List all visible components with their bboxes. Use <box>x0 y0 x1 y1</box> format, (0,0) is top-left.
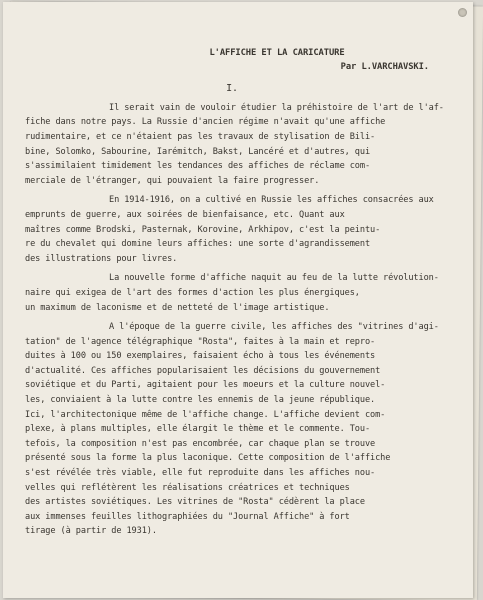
paragraph-2 <box>25 193 469 266</box>
text-line: tation" de l'agence télégraphique "Rosta", faites à la main et repro- <box>25 336 376 347</box>
page-text <box>25 46 469 544</box>
text-line: Ici, l'architectonique même de l'affiche change. L'affiche devient com- <box>25 409 386 420</box>
text-line: tirage (à partir de 1931). <box>25 526 157 537</box>
paragraph-3 <box>25 271 469 315</box>
paragraph-1 <box>25 101 469 189</box>
text-line: rudimentaire, et ce n'étaient pas les travaux de stylisation de Bili- <box>25 131 376 142</box>
text-line: emprunts de guerre, aux soirées de bienfaisance, etc. Quant aux <box>25 209 345 220</box>
author-byline: Par L.VARCHAVSKI. <box>340 61 429 72</box>
text-line: duites à 100 ou 150 exemplaires, faisaient écho à tous les événements <box>25 351 376 362</box>
text-line: fiche dans notre pays. La Russie d'ancien régime n'avait qu'une affiche <box>25 117 386 128</box>
punch-hole <box>458 8 467 17</box>
text-line: un maximum de laconisme et de netteté de l'image artistique. <box>25 302 330 313</box>
text-line: merciale de l'étranger, qui pouvaient la faire progresser. <box>25 175 320 186</box>
text-line: s'est révélée très viable, elle fut reproduite dans les affiches nou- <box>25 468 376 479</box>
text-line: re du chevalet qui domine leurs affiches: une sorte d'agrandissement <box>25 239 371 250</box>
text-line: présenté sous la forme la plus laconique. Cette composition de l'affiche <box>25 453 391 464</box>
section-number: I. <box>226 83 238 95</box>
text-line: La nouvelle forme d'affiche naquit au feu de la lutte révolution- <box>109 273 439 284</box>
text-line: naire qui exigea de l'art des formes d'action les plus énergiques, <box>25 287 360 298</box>
text-line: En 1914-1916, on a cultivé en Russie les affiches consacrées aux <box>109 195 434 206</box>
text-line: s'assimilaient timidement les tendances des affiches de réclame com- <box>25 161 371 172</box>
text-line: tefois, la composition n'est pas encombrée, car chaque plan se trouve <box>25 438 376 449</box>
text-line: maîtres comme Brodski, Pasternak, Korovine, Arkhipov, c'est la peintu- <box>25 224 381 235</box>
text-line: bine, Solomko, Sabourine, Iarémitch, Bakst, Lancéré et d'autres, qui <box>25 146 371 157</box>
text-line: des artistes soviétiques. Les vitrines de "Rosta" cédèrent la place <box>25 497 365 508</box>
text-line: d'actualité. Ces affiches popularisaient les décisions du gouvernement <box>25 365 381 376</box>
text-line: plexe, à plans multiples, elle élargit le thème et le commente. Tou- <box>25 424 371 435</box>
text-line: A l'époque de la guerre civile, les affiches des "vitrines d'agi- <box>109 322 439 333</box>
text-line: soviétique et du Parti, agitaient pour les moeurs et la culture nouvel- <box>25 380 386 391</box>
text-line: aux immenses feuilles lithographiées du "Journal Affiche" à fort <box>25 511 350 522</box>
paragraph-4 <box>25 320 469 539</box>
typewritten-page <box>3 2 473 598</box>
text-line: les, conviaient à la lutte contre les ennemis de la jeune république. <box>25 395 376 406</box>
text-line: Il serait vain de vouloir étudier la préhistoire de l'art de l'af- <box>109 102 444 113</box>
page-title: L'AFFICHE ET LA CARICATURE <box>209 48 345 58</box>
text-line: velles qui reflétèrent les réalisations créatrices et techniques <box>25 482 350 493</box>
text-line: des illustrations pour livres. <box>25 253 178 264</box>
